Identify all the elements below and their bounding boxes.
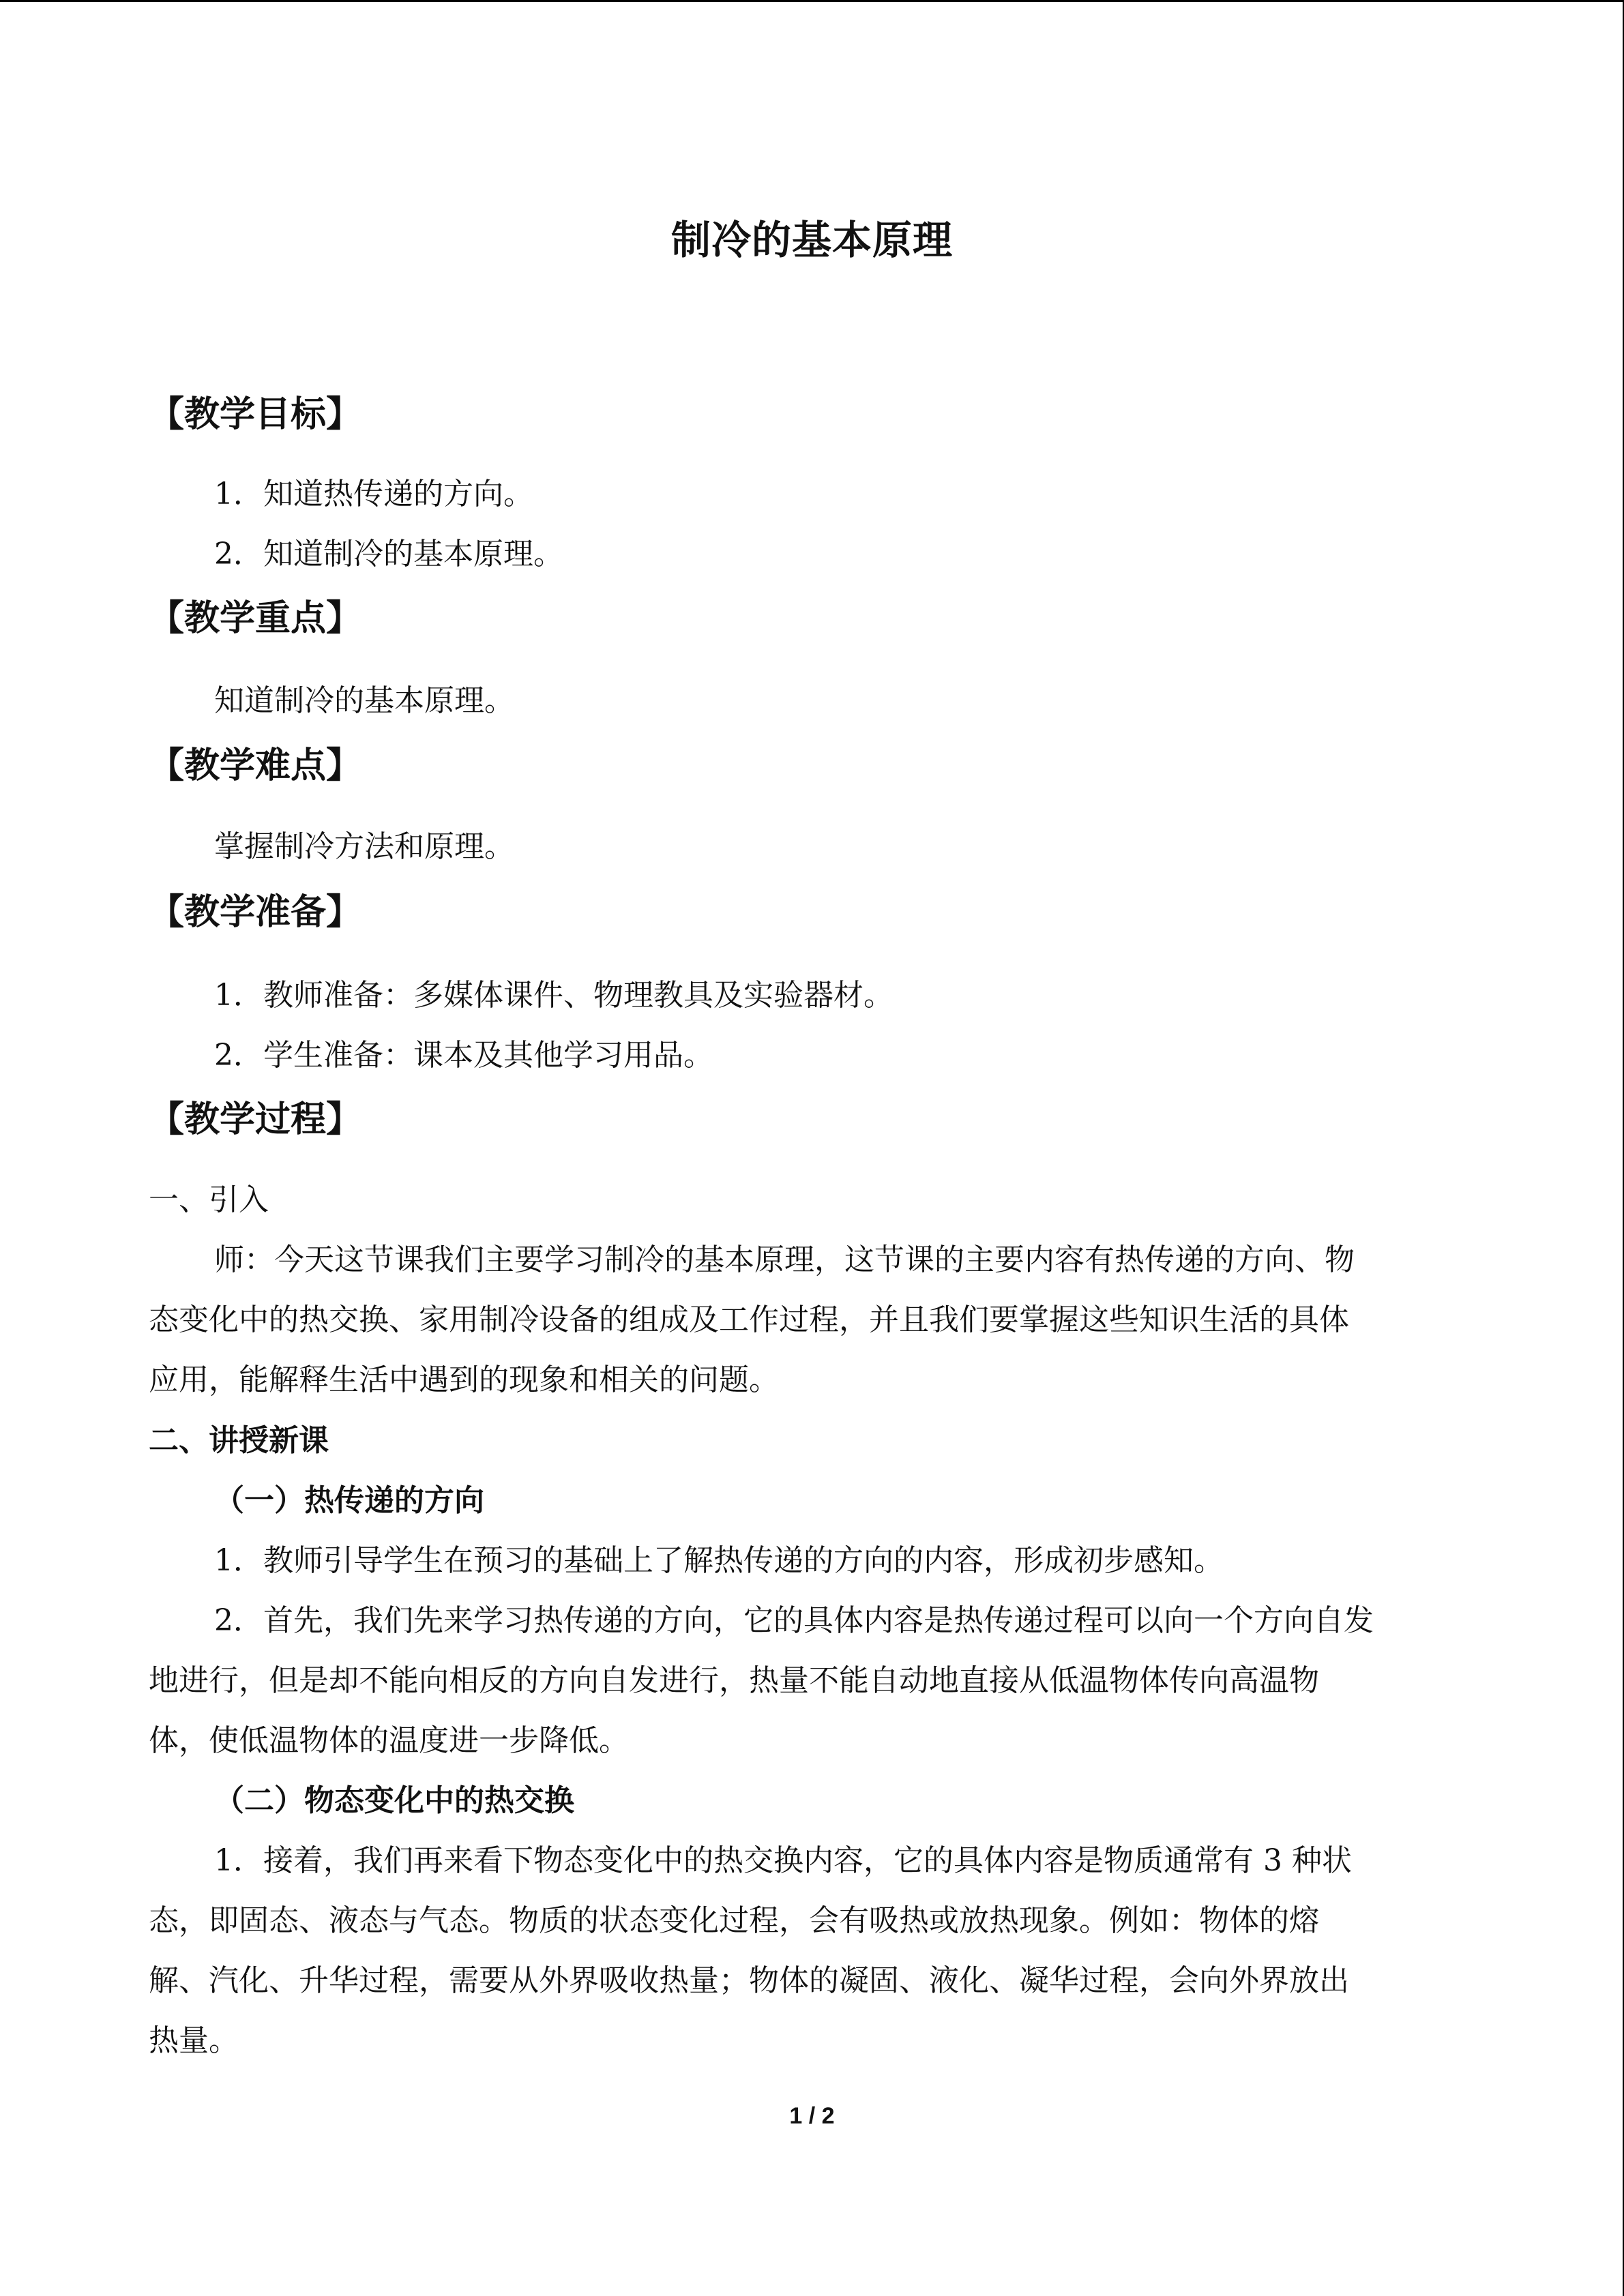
heading-preparation: 【教学准备】 bbox=[149, 892, 362, 933]
paragraph-line: 热量。 bbox=[149, 2023, 239, 2058]
paragraph-line: 1．教师引导学生在预习的基础上了解热传递的方向的内容，形成初步感知。 bbox=[214, 1543, 1224, 1578]
paragraph-line: 应用，能解释生活中遇到的现象和相关的问题。 bbox=[149, 1362, 779, 1397]
heading-objectives: 【教学目标】 bbox=[149, 394, 362, 435]
document-title: 制冷的基本原理 bbox=[670, 217, 953, 263]
objective-item: 1．知道热传递的方向。 bbox=[214, 477, 533, 511]
top-border bbox=[0, 0, 1624, 2]
paragraph-line: 1．接着，我们再来看下物态变化中的热交换内容，它的具体内容是物质通常有 3 种状 bbox=[214, 1843, 1352, 1878]
preparation-item: 1．教师准备：多媒体课件、物理教具及实验器材。 bbox=[214, 978, 894, 1013]
heading-difficulties: 【教学难点】 bbox=[149, 745, 362, 786]
subsection-title-phase-change: （二）物态变化中的热交换 bbox=[214, 1783, 574, 1818]
paragraph-line: 态，即固态、液态与气态。物质的状态变化过程，会有吸热或放热现象。例如：物体的熔 bbox=[149, 1903, 1319, 1938]
paragraph-line: 2．首先，我们先来学习热传递的方向，它的具体内容是热传递过程可以向一个方向自发 bbox=[214, 1603, 1374, 1638]
section-title-new-lesson: 二、讲授新课 bbox=[149, 1423, 329, 1458]
difficulties-text: 掌握制冷方法和原理。 bbox=[214, 829, 514, 864]
key-points-text: 知道制冷的基本原理。 bbox=[214, 683, 514, 718]
preparation-item: 2．学生准备：课本及其他学习用品。 bbox=[214, 1038, 713, 1073]
objective-item: 2．知道制冷的基本原理。 bbox=[214, 537, 563, 571]
paragraph-line: 态变化中的热交换、家用制冷设备的组成及工作过程，并且我们要掌握这些知识生活的具体 bbox=[149, 1302, 1349, 1337]
paragraph-line: 解、汽化、升华过程，需要从外界吸收热量；物体的凝固、液化、凝华过程，会向外界放出 bbox=[149, 1963, 1349, 1998]
page-number: 1 / 2 bbox=[789, 2103, 835, 2129]
heading-key-points: 【教学重点】 bbox=[149, 598, 362, 639]
heading-process: 【教学过程】 bbox=[149, 1099, 362, 1140]
subsection-title-heat-transfer: （一）热传递的方向 bbox=[214, 1483, 484, 1518]
paragraph-line: 师：今天这节课我们主要学习制冷的基本原理，这节课的主要内容有热传递的方向、物 bbox=[214, 1242, 1355, 1277]
paragraph-line: 体，使低温物体的温度进一步降低。 bbox=[149, 1723, 629, 1758]
paragraph-line: 地进行，但是却不能向相反的方向自发进行，热量不能自动地直接从低温物体传向高温物 bbox=[149, 1663, 1319, 1698]
section-title-intro: 一、引入 bbox=[149, 1182, 269, 1217]
